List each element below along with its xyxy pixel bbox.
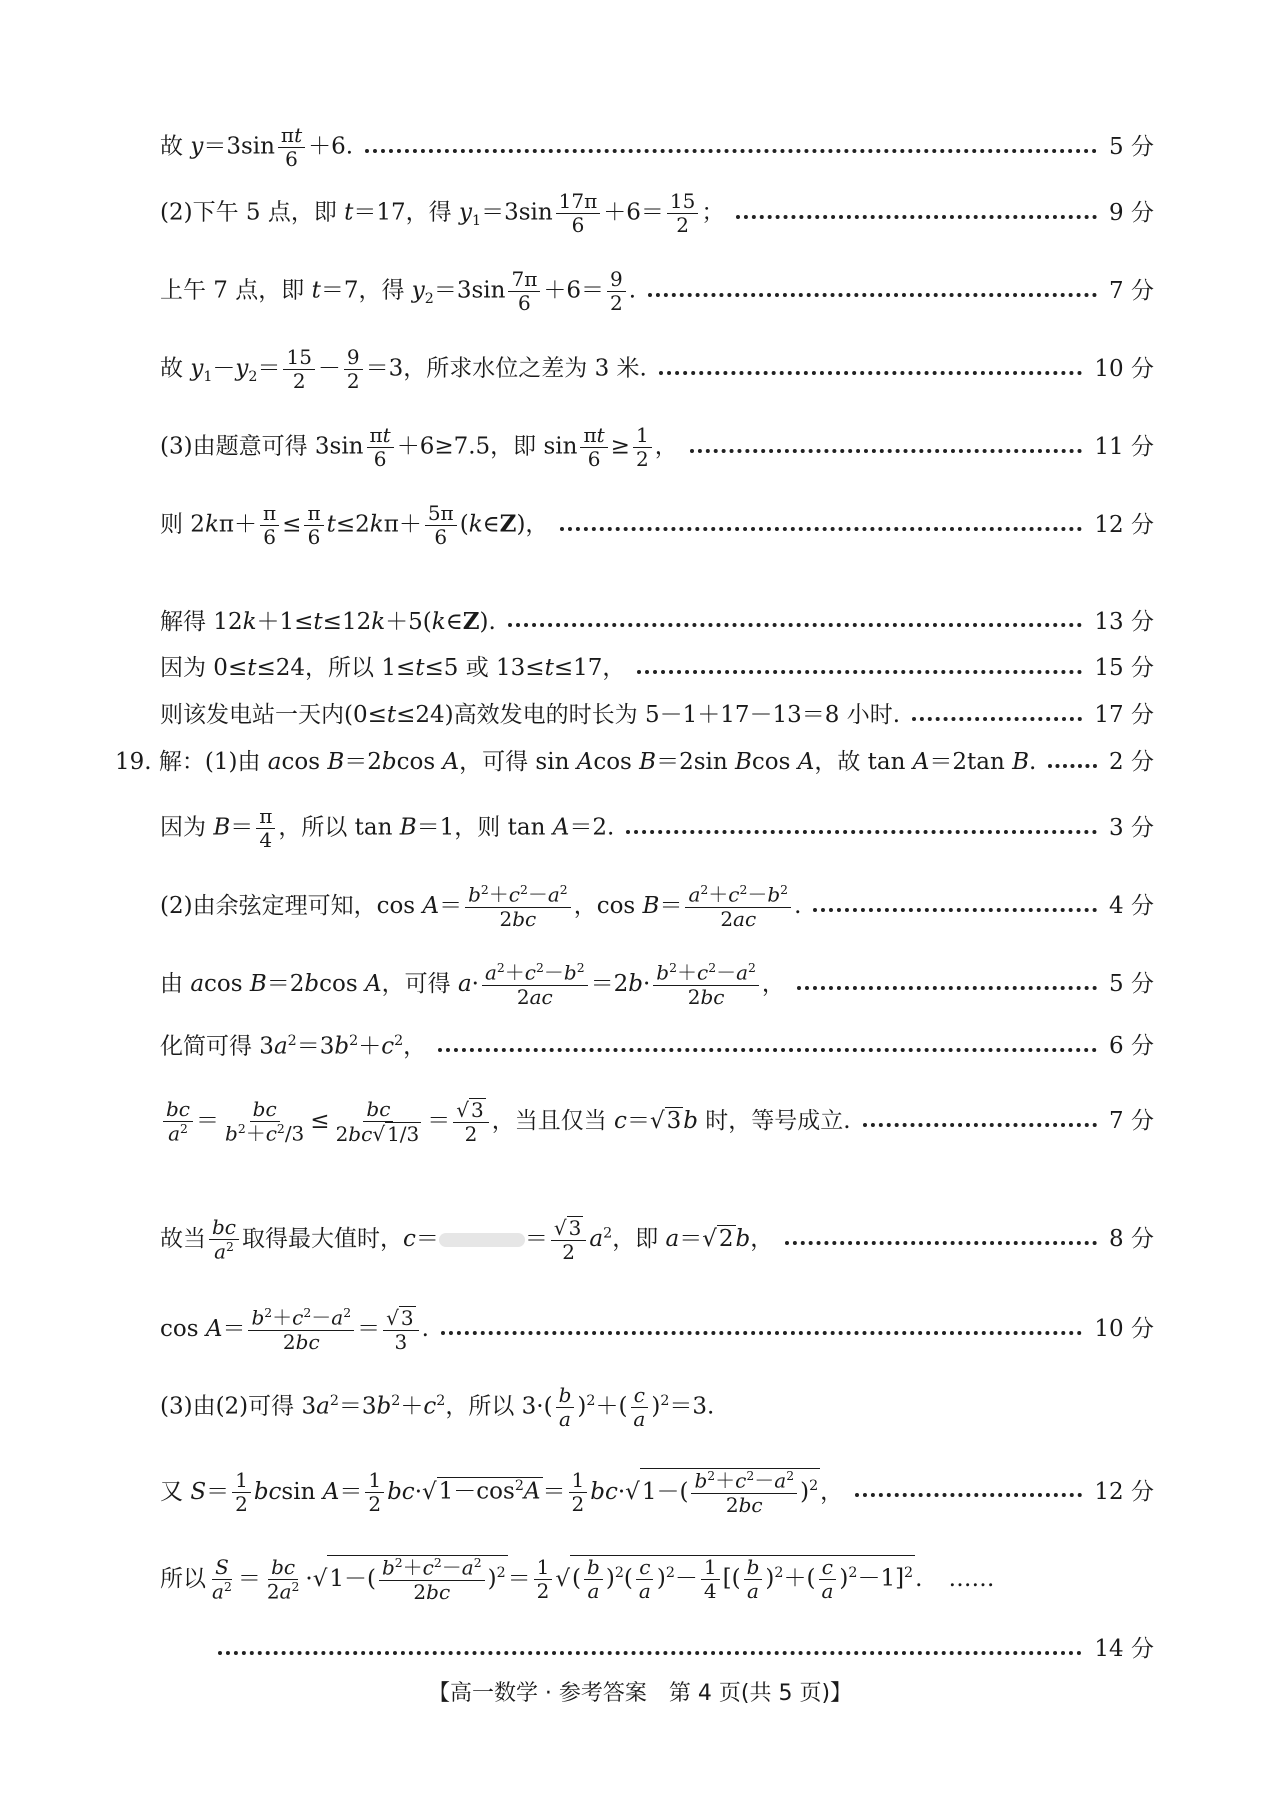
- score: 11 分: [1094, 433, 1154, 460]
- expression: 19. 解：(1)由 acos B＝2bcos A，可得 sin Acos B＝2sin Bcos A，故 tan A＝2tan B.: [115, 749, 1037, 775]
- expression: (2)由余弦定理可知，cos A＝ $\frac{b^2+c^2-a^2}{2bc}$ ，cos B＝ $\frac{a^2+c^2-b^2}{2ac}$ .: [160, 882, 802, 931]
- leader-dots: [736, 215, 1097, 219]
- expression: 由 acos B＝2bcos A，可得 a· $\frac{a^2+c^2-b^2}{2ac}$ ＝2b· $\frac{b^2+c^2-a^2}{2bc}$ ，: [160, 960, 785, 1009]
- answer-line-9: [160, 702, 1154, 730]
- answer-line-8: [160, 655, 1154, 683]
- expression: 上午 7 点，即 t＝7，得 $y_2=3\sin$ $\frac{7\pi}{6}$ ＋6＝ $\frac{9}{2}$ .: [160, 267, 637, 315]
- score: 7 分: [1109, 277, 1154, 304]
- leader-dots: [648, 293, 1097, 297]
- answer-line-21: [218, 1636, 1154, 1664]
- answer-line-11: [160, 805, 1154, 852]
- leader-dots: [659, 371, 1083, 375]
- expression: 则 2kπ＋ $\frac{\pi}{6}$ ≤ $\frac{\pi}{6}$ t≤2kπ＋ $\frac{5\pi}{6}$ (k∈Z)，: [160, 501, 549, 549]
- leader-dots: [438, 1048, 1097, 1052]
- page-footer: 【高一数学 · 参考答案 第 4 页(共 5 页)】: [427, 1681, 853, 1706]
- answer-line-14: [160, 1033, 1154, 1061]
- answer-line-4: [160, 346, 1154, 393]
- answer-line-18: [160, 1384, 1154, 1431]
- score: 9 分: [1109, 199, 1154, 226]
- leader-dots: [1048, 764, 1097, 768]
- score: 5 分: [1109, 971, 1154, 998]
- score: 3 分: [1109, 814, 1154, 841]
- leader-dots: [626, 830, 1097, 834]
- answer-line-15: [160, 1098, 1154, 1146]
- expression: $\frac{bc}{a^2}$ ＝ $\frac{bc}{b^2+c^2/3}$ ≤ $\frac{bc}{2bc√ 1/3}$ ＝ $\frac{√ 3}{2}$ ，当且仅当 c＝√3b 时，等号成立.: [160, 1098, 851, 1146]
- answer-line-16: [160, 1216, 1154, 1264]
- score: 5 分: [1109, 133, 1154, 160]
- leader-dots: [797, 986, 1097, 990]
- score: ……: [948, 1565, 995, 1592]
- expression: 故 $y_1-y_2=$ $\frac{15}{2}$ － $\frac{9}{2}$ ＝3，所求水位之差为 3 米.: [160, 345, 647, 393]
- answer-line-3: [160, 268, 1154, 315]
- leader-dots: [560, 527, 1082, 531]
- expression: 所以 $\frac{S}{a^2}$ ＝ $\frac{bc}{2a^2}$ ·√1－( $\frac{b^2+c^2-a^2}{2bc}$ )$^2$＝ $\frac{1}{2}$ √( $\frac{b}{a}$ )$^2$( $\frac{c}{a}$ )$^2$－ $\frac{1}{4}$ [( $\frac{b}{a}$ )$^2$＋( $\frac{c}{a}$ )$^2$－1]$^2$.: [160, 1555, 923, 1604]
- expression: 故当 $\frac{bc}{a^2}$ 取得最大值时，c＝ ＝ $\frac{√ 3}{2}$ $a^2$，即 a＝√2b，: [160, 1215, 774, 1264]
- score: 6 分: [1109, 1033, 1154, 1060]
- score: 12 分: [1094, 511, 1154, 538]
- leader-dots: [441, 1331, 1083, 1335]
- leader-dots: [785, 1241, 1097, 1245]
- score: 7 分: [1109, 1108, 1154, 1135]
- score: 2 分: [1109, 749, 1154, 775]
- score: 14 分: [1094, 1636, 1154, 1662]
- expression: (3)由(2)可得 $3a^2=3b^2+c^2$，所以 3·( $\frac{b}{a}$ )$^2$＋( $\frac{c}{a}$ )$^2$＝3.: [160, 1383, 715, 1431]
- expression: (3)由题意可得 3sin $\frac{\pi t}{6}$ ＋6≥7.5，即 sin $\frac{\pi t}{6}$ ≥ $\frac{1}{2}$ ，: [160, 423, 678, 471]
- answer-line-1: [160, 124, 1154, 171]
- expression: 故 y＝3sin $\frac{\pi t}{6}$ ＋6.: [160, 123, 354, 171]
- leader-dots: [365, 149, 1097, 153]
- answer-line-12: [160, 883, 1154, 931]
- score: 17 分: [1094, 702, 1154, 728]
- leader-dots: [690, 449, 1083, 453]
- score: 13 分: [1094, 608, 1154, 635]
- expression: 解得 12k＋1≤t≤12k＋5(k∈Z).: [160, 608, 496, 635]
- answer-line-19: [160, 1468, 1154, 1517]
- answer-line-2: [160, 190, 1154, 237]
- answer-line-10: [115, 749, 1154, 777]
- expression: (2)下午 5 点，即 t＝17，得 $y_1=3\sin$ $\frac{17\pi}{6}$ ＋6＝ $\frac{15}{2}$ ；: [160, 189, 725, 237]
- score: 8 分: [1109, 1226, 1154, 1253]
- blurred-region: [439, 1233, 525, 1247]
- leader-dots: [813, 908, 1097, 912]
- expression: cos A＝ $\frac{b^2+c^2-a^2}{2bc}$ ＝ $\frac{√ 3}{3}$ .: [160, 1305, 429, 1354]
- expression: 又 S＝ $\frac{1}{2}$ bcsin A＝ $\frac{1}{2}$ $bc\cdot√1-\cos^2A=$ $\frac{1}{2}$ bc·√1－( $\frac{b^2+c^2-a^2}{2bc}$ )$^2$，: [160, 1468, 844, 1517]
- leader-dots: [863, 1123, 1097, 1127]
- leader-dots: [218, 1651, 1082, 1655]
- leader-dots: [855, 1493, 1082, 1497]
- expression: 因为 0≤t≤24，所以 1≤t≤5 或 13≤t≤17，: [160, 655, 626, 681]
- answer-line-13: [160, 961, 1154, 1009]
- score: 12 分: [1094, 1478, 1154, 1505]
- score: 10 分: [1094, 355, 1154, 382]
- answer-line-17: [160, 1306, 1154, 1354]
- answer-line-5: [160, 424, 1154, 471]
- score: 4 分: [1109, 893, 1154, 920]
- leader-dots: [508, 623, 1083, 627]
- expression: 因为 B＝ $\frac{\pi}{4}$ ，所以 tan B＝1，则 tan A＝2.: [160, 804, 615, 852]
- answer-line-7: [160, 608, 1154, 637]
- leader-dots: [637, 670, 1082, 674]
- answer-line-20: [160, 1555, 1154, 1604]
- answer-line-6: [160, 502, 1154, 549]
- expression: 化简可得 $3a^2=3b^2+c^2$，: [160, 1033, 427, 1060]
- score: 10 分: [1094, 1316, 1154, 1343]
- leader-dots: [912, 717, 1082, 721]
- expression: 则该发电站一天内(0≤t≤24)高效发电的时长为 5－1＋17－13＝8 小时.: [160, 702, 901, 728]
- score: 15 分: [1094, 655, 1154, 681]
